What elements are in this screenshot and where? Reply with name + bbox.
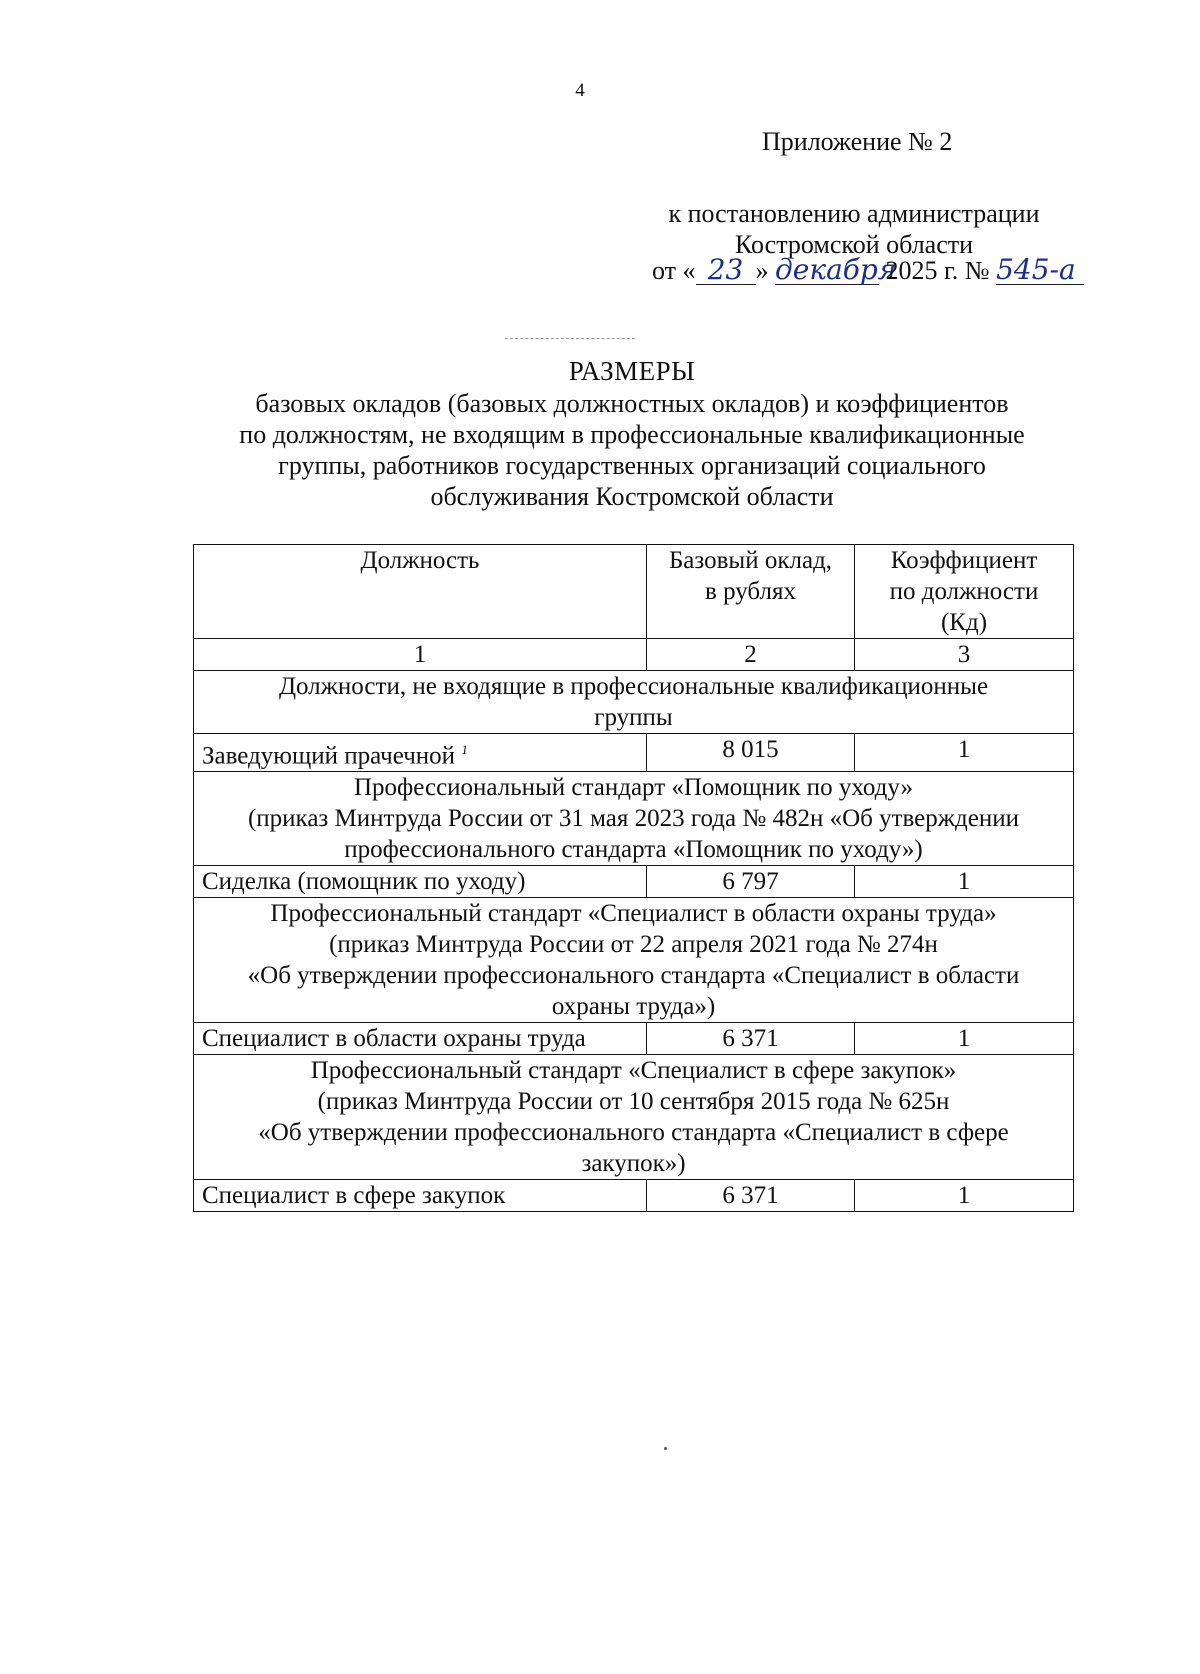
coefficient-cell: 1 (855, 866, 1074, 898)
decree-reference (620, 198, 1088, 260)
salary-cell: 6 797 (647, 866, 855, 898)
table-header-row (194, 545, 1074, 639)
scan-speck (664, 1447, 667, 1450)
section-row (194, 671, 1074, 734)
table-row (194, 1180, 1074, 1212)
subtitle-line: по должностям, не входящим в профессиональные квалификационные (239, 420, 1025, 449)
position-cell: Специалист в сфере закупок (194, 1180, 647, 1212)
position-cell (194, 734, 647, 772)
header-coefficient: Коэффициент по должности (Кд) (855, 545, 1074, 639)
position-cell: Сиделка (помощник по уходу) (194, 866, 647, 898)
table-row (194, 734, 1074, 772)
column-number: 3 (855, 639, 1074, 671)
decree-month-handwritten: декабря (775, 253, 897, 286)
section-row (194, 1055, 1074, 1180)
document-title: РАЗМЕРЫ (568, 356, 696, 386)
page-number: 4 (575, 80, 585, 101)
salary-cell: 6 371 (647, 1023, 855, 1055)
section-title: Профессиональный стандарт «Помощник по уходу» (приказ Минтруда России от 31 мая 2023 года № 482н «Об утверждении профессионального стандарта «Помощник по уходу») (194, 772, 1074, 866)
table-row (194, 866, 1074, 898)
salary-cell: 6 371 (647, 1180, 855, 1212)
decree-line-2: Костромской области (734, 230, 974, 259)
table-row (194, 1023, 1074, 1055)
section-row (194, 898, 1074, 1023)
decree-close-quote: » (755, 256, 769, 285)
scan-artifact-line (505, 338, 635, 339)
appendix-heading: Приложение № 2 (762, 127, 953, 156)
decree-number-handwritten: 545-а (996, 256, 1084, 285)
salary-cell: 8 015 (647, 734, 855, 772)
column-number: 1 (194, 639, 647, 671)
section-row (194, 772, 1074, 866)
subtitle-line: обслуживания Костромской области (430, 482, 834, 511)
section-title: Профессиональный стандарт «Специалист в области охраны труда» (приказ Минтруда России от 22 апреля 2021 года № 274н «Об утверждении профессионального стандарта «Специалист в области охраны труда») (194, 898, 1074, 1023)
section-title: Профессиональный стандарт «Специалист в сфере закупок» (приказ Минтруда России от 10 сентября 2015 года № 625н «Об утверждении профессионального стандарта «Специалист в сфере закупок») (194, 1055, 1074, 1180)
column-number: 2 (647, 639, 855, 671)
document-subtitle (200, 388, 1064, 512)
decree-day-handwritten: 23 (696, 256, 756, 285)
salary-table (193, 544, 1074, 1212)
decree-year: 2025 г. № (885, 256, 990, 285)
position-cell: Специалист в области охраны труда (194, 1023, 647, 1055)
footnote-mark: 1 (461, 742, 468, 757)
column-number-row (194, 639, 1074, 671)
decree-prefix: от « (652, 256, 696, 285)
decree-line-1: к постановлению администрации (668, 199, 1040, 228)
header-position: Должность (194, 545, 647, 639)
coefficient-cell: 1 (855, 1180, 1074, 1212)
position-name: Заведующий прачечной (202, 742, 456, 770)
decree-date-line (652, 253, 1084, 286)
coefficient-cell: 1 (855, 734, 1074, 772)
header-base-salary: Базовый оклад, в рублях (647, 545, 855, 639)
section-title: Должности, не входящие в профессиональные квалификационные группы (194, 671, 1074, 734)
coefficient-cell: 1 (855, 1023, 1074, 1055)
subtitle-line: базовых окладов (базовых должностных окладов) и коэффициентов (255, 389, 1009, 418)
subtitle-line: группы, работников государственных организаций социального (278, 451, 986, 480)
